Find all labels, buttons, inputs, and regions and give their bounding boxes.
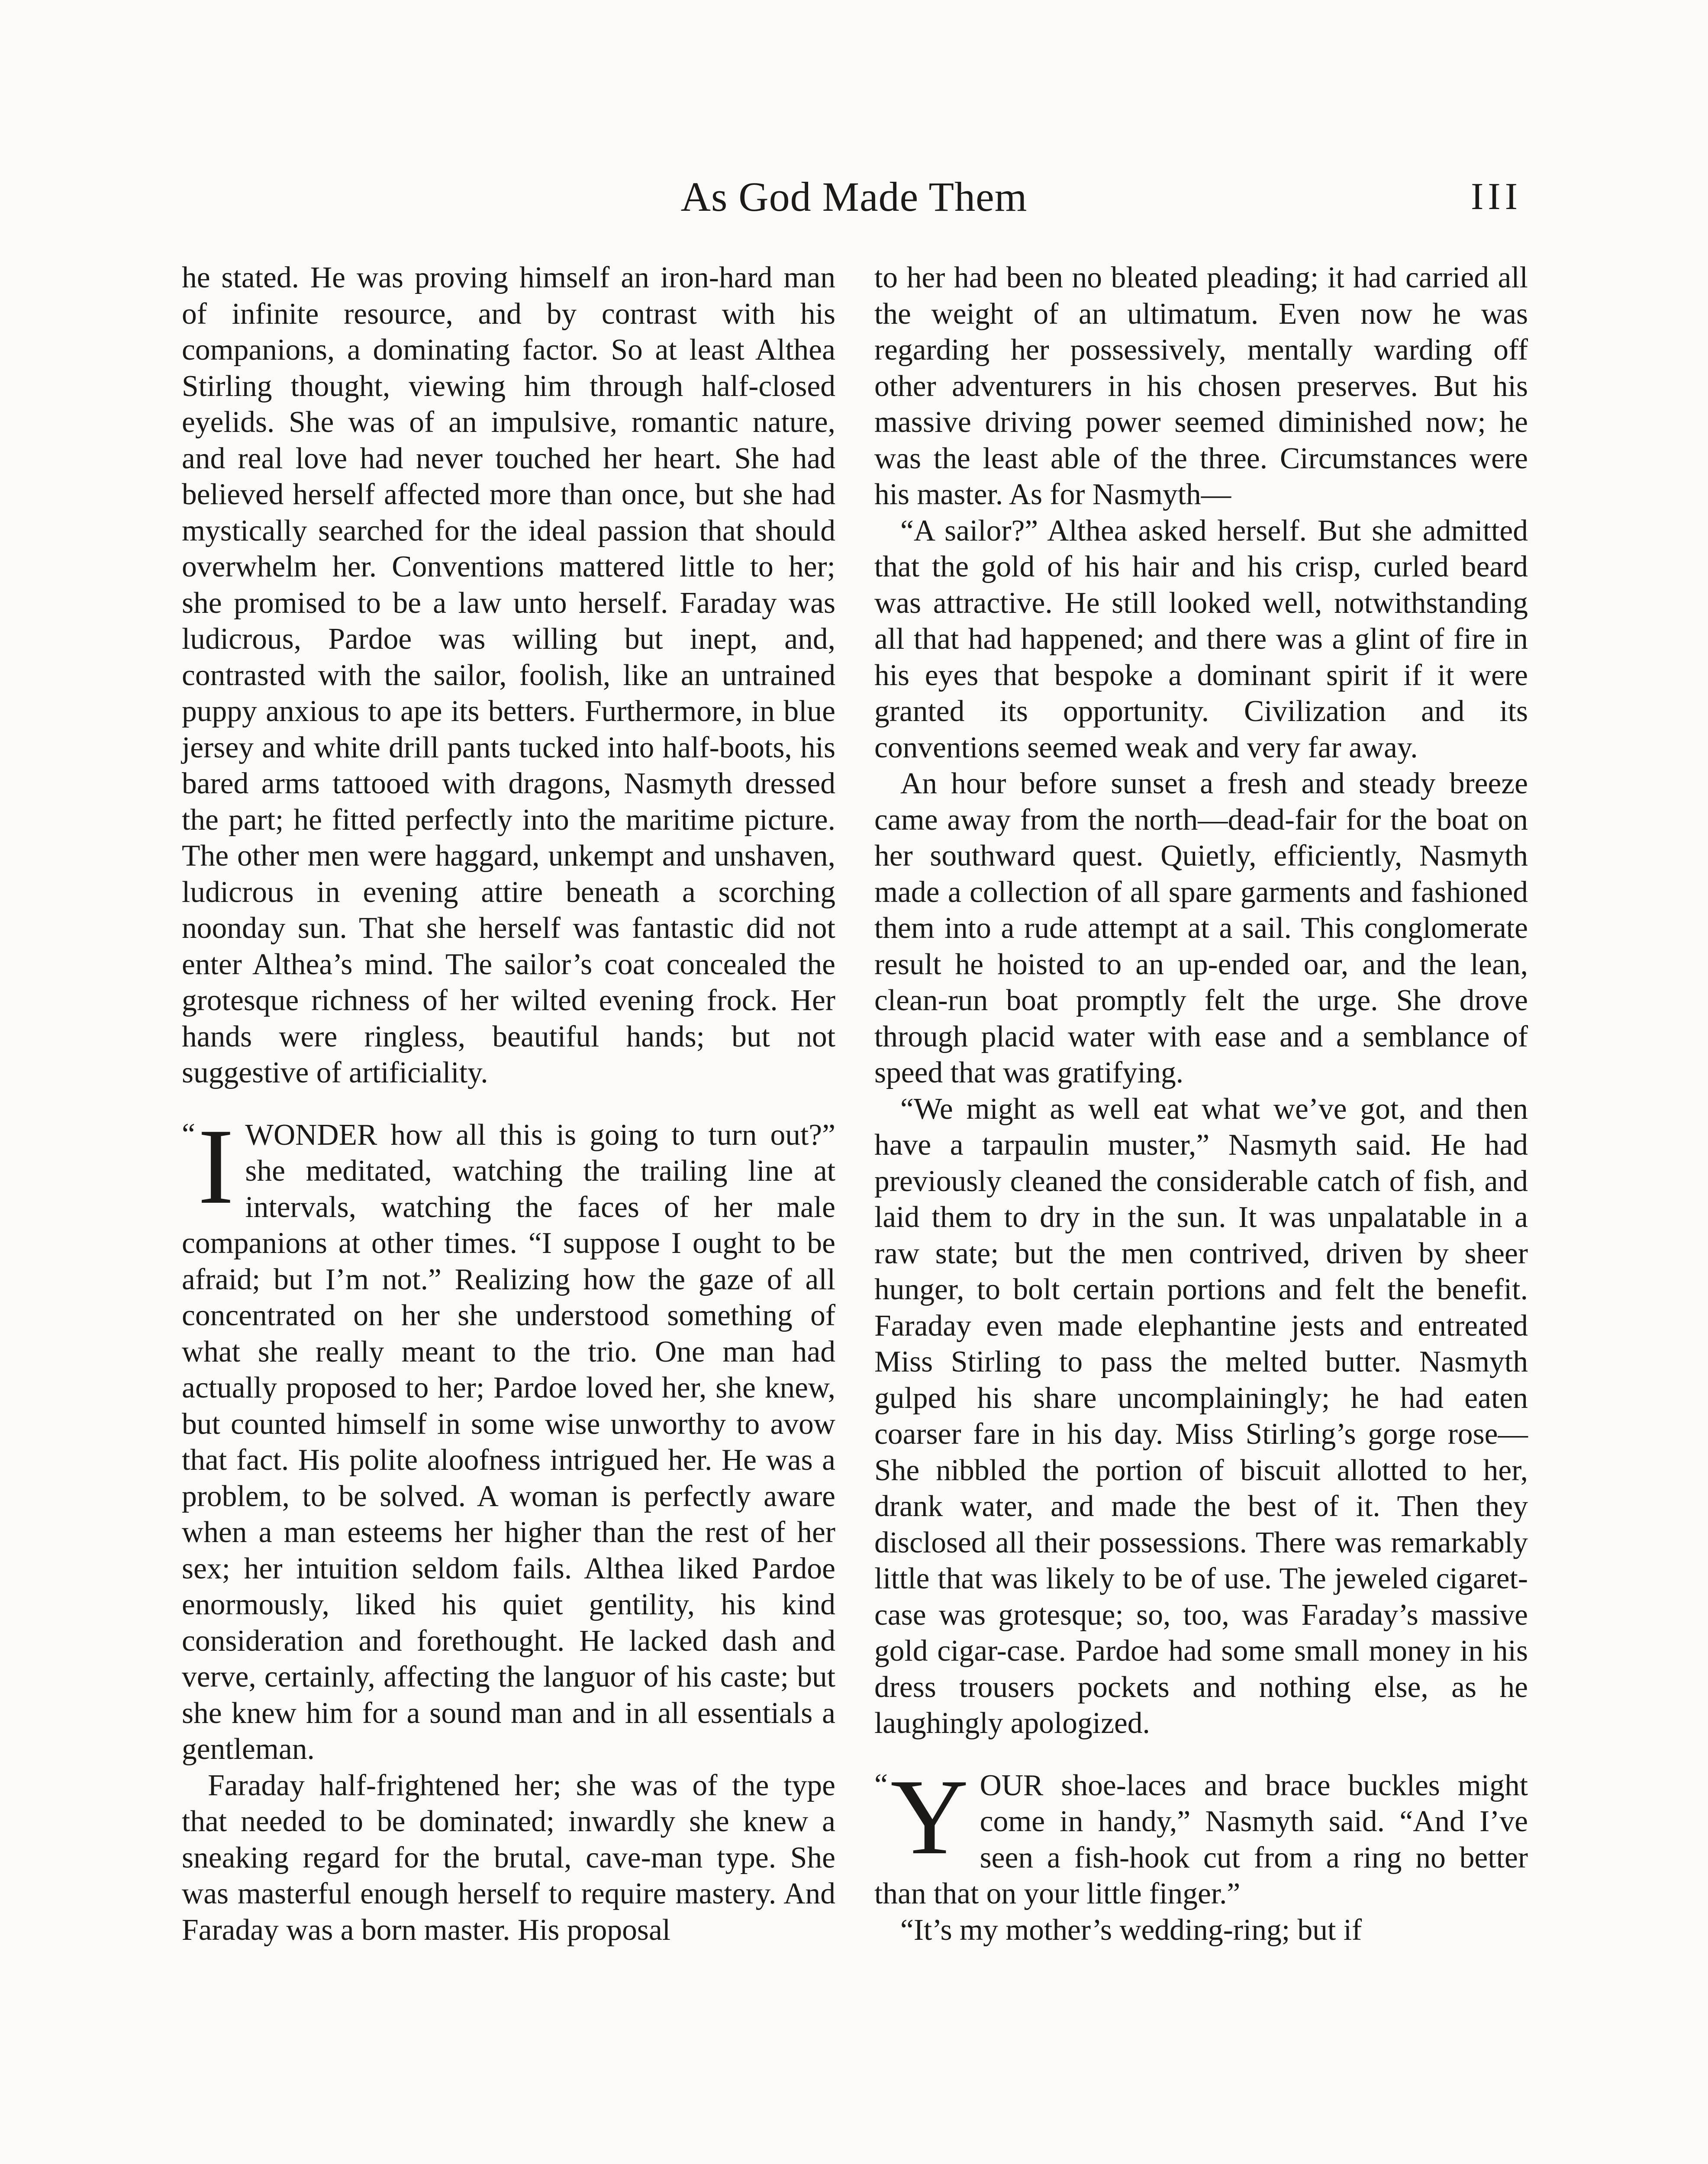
right-column bbox=[874, 260, 1528, 1948]
paragraph: “A sailor?” Althea asked herself. But she admitted that the gold of his hair and his crisp, curled beard was attractive. He still looked well, notwithstanding all that had happened; and there was a glint of fire in his eyes that bespoke a dominant spirit if it were granted its opportunity. Civilization and its conventions seemed weak and very far away. bbox=[874, 514, 1528, 764]
running-title: As God Made Them bbox=[680, 174, 1028, 220]
paragraph-text: OUR shoe-laces and brace buckles might come in handy,” Nasmyth said. “And I’ve seen a fish-hook cut from a ring no better than that on your little finger.” bbox=[874, 1768, 1528, 1910]
drop-cap: I bbox=[198, 1106, 234, 1227]
page-number: III bbox=[1471, 176, 1522, 218]
running-head bbox=[0, 167, 1708, 227]
paragraph: Faraday half-frightened her; she was of the type that needed to be dominated; inwardly she knew a sneaking regard for the brutal, cave-man type. She was masterful enough herself to require mastery. And Faraday was a born master. His proposal bbox=[182, 1768, 835, 1947]
dropcap-paragraph bbox=[182, 1106, 835, 1768]
paragraph: “It’s my mother’s wedding-ring; but if bbox=[900, 1913, 1362, 1947]
left-column bbox=[182, 260, 835, 1948]
paragraph: to her had been no bleated pleading; it had carried all the weight of an ultimatum. Even now he was regarding her possessively, mentally warding off other adventurers in his chosen preserves. But his massive driving power seemed diminished now; he was the least able of the three. Circumstances were his master. As for Nasmyth— bbox=[874, 261, 1528, 511]
paragraph: “We might as well eat what we’ve got, and then have a tarpaulin muster,” Nasmyth said. He had previously cleaned the considerable catch of fish, and laid them to dry in the sun. It was unpalatable in a raw state; but the men contrived, driven by sheer hunger, to bolt certain portions and felt the benefit. Faraday even made elephantine jests and entreated Miss Stirling to pass the melted butter. Nasmyth gulped his share uncomplainingly; he had eaten coarser fare in his day. Miss Stirling’s gorge rose— She nibbled the portion of biscuit allotted to her, drank water, and made the best of it. Then they disclosed all their possessions. There was remarkably little that was likely to be of use. The jeweled cigaret-case was grotesque; so, too, was Faraday’s massive gold cigar-case. Pardoe had some small money in his dress trousers pockets and nothing else, as he laughingly apologized. bbox=[874, 1092, 1528, 1740]
opening-quote: “ bbox=[182, 1117, 196, 1151]
paragraph-text: WONDER how all this is going to turn out?” she meditated, watching the trailing line at intervals, watching the faces of her male companions at other times. “I suppose I ought to be afraid; but I’m not.” Realizing how the gaze of all concentrated on her she understood something of what she really meant to the trio. One man had actually proposed to her; Pardoe loved her, she knew, but counted himself in some wise unworthy to avow that fact. His polite aloofness intrigued her. He was a problem, to be solved. A woman is perfectly aware when a man esteems her higher than the rest of her sex; her intuition seldom fails. Althea liked Pardoe enormously, liked his quiet gentility, his kind consideration and forethought. He lacked dash and verve, certainly, affecting the languor of his caste; but she knew him for a sound man and in all essentials a gentleman. bbox=[182, 1118, 835, 1766]
paragraph: An hour before sunset a fresh and steady breeze came away from the north—dead-fair for the boat on her southward quest. Quietly, efficiently, Nasmyth made a collection of all spare garments and fashioned them into a rude attempt at a sail. This conglomerate result he hoisted to an up-ended oar, and the lean, clean-run boat promptly felt the urge. She drove through placid water with ease and a semblance of speed that was gratifying. bbox=[874, 767, 1528, 1089]
dropcap-paragraph bbox=[874, 1757, 1528, 1912]
drop-cap: Y bbox=[890, 1757, 969, 1877]
paragraph: he stated. He was proving himself an iron-hard man of infinite resource, and by contrast with his companions, a dominating factor. So at least Althea Stirling thought, viewing him through half-closed eyelids. She was of an impulsive, romantic nature, and real love had never touched her heart. She had believed herself affected more than once, but she had mystically searched for the ideal passion that should overwhelm her. Conventions mattered little to her; she promised to be a law unto herself. Faraday was ludicrous, Pardoe was willing but inept, and, contrasted with the sailor, foolish, like an untrained puppy anxious to ape its betters. Furthermore, in blue jersey and white drill pants tucked into half-boots, his bared arms tattooed with dragons, Nasmyth dressed the part; he fitted perfectly into the maritime picture. The other men were haggard, unkempt and unshaven, ludicrous in evening attire beneath a scorching noonday sun. That she herself was fantastic did not enter Althea’s mind. The sailor’s coat concealed the grotesque richness of her wilted evening frock. Her hands were ringless, beautiful hands; but not suggestive of artificiality. bbox=[182, 261, 835, 1089]
opening-quote: “ bbox=[874, 1768, 888, 1801]
